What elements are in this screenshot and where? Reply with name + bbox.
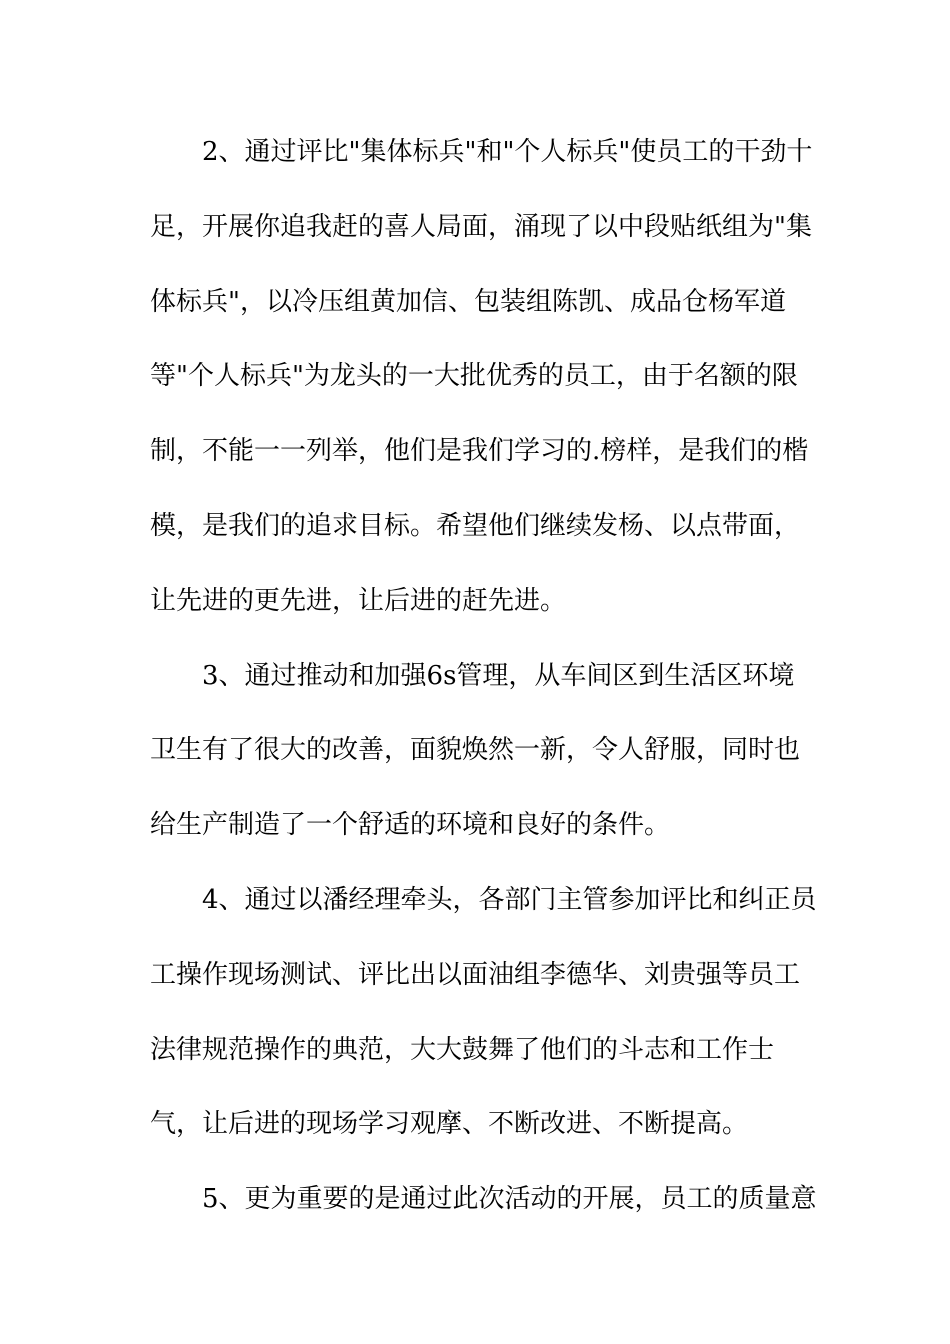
text-line: 制，不能一一列举，他们是我们学习的.榜样，是我们的楷 bbox=[150, 436, 809, 467]
text-line: 工操作现场测试、评比出以面油组李德华、刘贵强等员工 bbox=[150, 959, 801, 990]
text-line: 等"个人标兵"为龙头的一大批优秀的员工，由于名额的限 bbox=[150, 361, 798, 392]
text-line: 2、通过评比"集体标兵"和"个人标兵"使员工的干劲十 bbox=[202, 137, 813, 167]
text-line: 模，是我们的追求目标。希望他们继续发杨、以点带面， bbox=[150, 510, 801, 541]
text-line: 给生产制造了一个舒适的环境和良好的条件。 bbox=[150, 810, 671, 841]
text-line: 让先进的更先进，让后进的赶先进。 bbox=[150, 585, 567, 616]
text-line: 5、更为重要的是通过此次活动的开展，员工的质量意 bbox=[202, 1184, 817, 1215]
text-line: 气，让后进的现场学习观摩、不断改进、不断提高。 bbox=[150, 1109, 749, 1140]
document-body bbox=[150, 115, 817, 1237]
text-line: 卫生有了很大的改善，面貌焕然一新，令人舒服，同时也 bbox=[150, 735, 801, 766]
text-line: 法律规范操作的典范，大大鼓舞了他们的斗志和工作士 bbox=[150, 1034, 775, 1065]
text-line: 体标兵"，以冷压组黄加信、包装组陈凯、成品仓杨军道 bbox=[150, 286, 786, 317]
text-line: 足，开展你追我赶的喜人局面，涌现了以中段贴纸组为"集 bbox=[150, 211, 812, 242]
text-line: 3、通过推动和加强6s管理，从车间区到生活区环境 bbox=[202, 660, 795, 691]
text-line: 4、通过以潘经理牵头，各部门主管参加评比和纠正员 bbox=[202, 884, 817, 915]
